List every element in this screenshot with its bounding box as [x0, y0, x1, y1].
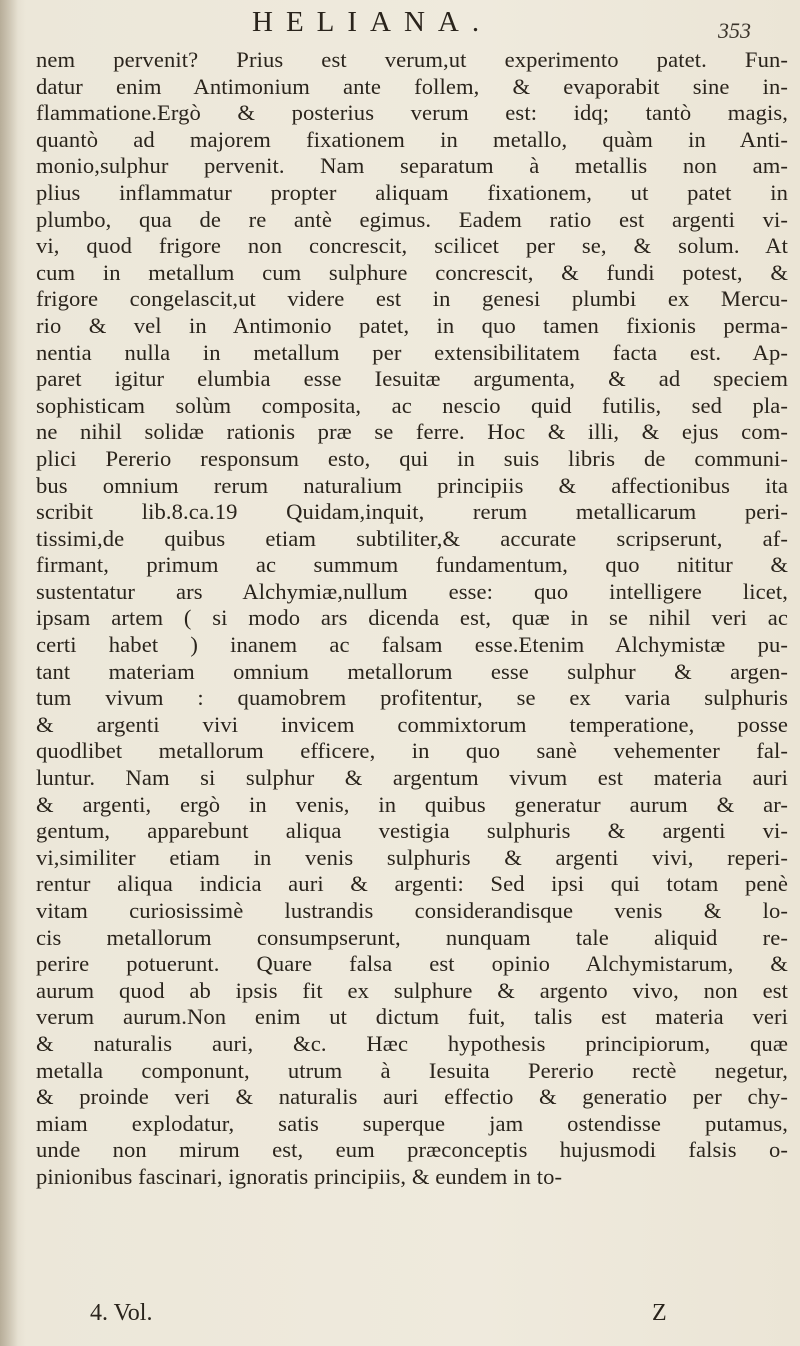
text-line: & argenti, ergò in venis, in quibus generatur aurum & ar- — [36, 791, 788, 817]
text-line: datur enim Antimonium ante follem, & evaporabit sine in- — [36, 73, 788, 99]
catchword: Z — [652, 1300, 667, 1326]
text-line: ipsam artem ( si modo ars dicenda est, quæ in se nihil veri ac — [36, 605, 788, 631]
text-line: perire potuerunt. Quare falsa est opinio Alchymistarum, & — [36, 951, 788, 977]
text-line: plici Pererio responsum esto, qui in suis libris de communi- — [36, 445, 788, 471]
text-line: scribit lib.8.ca.19 Quidam,inquit, rerum metallicarum peri- — [36, 499, 788, 525]
text-line: tissimi,de quibus etiam subtiliter,& accurate scripserunt, af- — [36, 525, 788, 551]
text-line: plius inflammatur propter aliquam fixationem, ut patet in — [36, 179, 788, 205]
text-line: aurum quod ab ipsis fit ex sulphure & argento vivo, non est — [36, 977, 788, 1003]
text-line: verum aurum.Non enim ut dictum fuit, talis est materia veri — [36, 1004, 788, 1030]
text-line: luntur. Nam si sulphur & argentum vivum est materia auri — [36, 765, 788, 791]
text-line: monio,sulphur pervenit. Nam separatum à metallis non am- — [36, 153, 788, 179]
text-line: & naturalis auri, &c. Hæc hypothesis principiorum, quæ — [36, 1030, 788, 1056]
text-line: vitam curiosissimè lustrandis considerandisque venis & lo- — [36, 898, 788, 923]
text-line: cum in metallum cum sulphure concrescit, & fundi potest, & — [36, 259, 788, 285]
text-line: cis metallorum consumpserunt, nunquam tale aliquid re- — [36, 924, 788, 950]
text-line: rio & vel in Antimonio patet, in quo tamen fixionis perma- — [36, 312, 788, 338]
running-title: HELIANA. — [252, 6, 493, 38]
text-line: tant materiam omnium metallorum esse sulphur & argen- — [36, 658, 788, 684]
text-line: paret igitur elumbia esse Iesuitæ argumenta, & ad speciem — [36, 366, 788, 392]
text-line: firmant, primum ac summum fundamentum, quo nititur & — [36, 552, 788, 578]
text-line: certi habet ) inanem ac falsam esse.Etenim Alchymistæ pu- — [36, 632, 788, 658]
page-header — [0, 4, 800, 44]
text-line: sophisticam solùm composita, ac nescio quid futilis, sed pla- — [36, 392, 788, 418]
page-footer — [0, 1300, 800, 1334]
page-number: 353 — [718, 18, 751, 43]
text-line: vi, quod frigore non concrescit, scilicet per se, & solum. At — [36, 233, 788, 259]
text-line: pinionibus fascinari, ignoratis principiis, & eundem in to- — [36, 1163, 563, 1189]
text-line: vi,similiter etiam in venis sulphuris & argenti vivi, reperi- — [36, 844, 788, 870]
body-text — [36, 47, 788, 1191]
text-line: gentum, apparebunt aliqua vestigia sulphuris & argenti vi- — [36, 818, 788, 844]
text-line: flammatione.Ergò & posterius verum est: idq; tantò magis, — [36, 100, 788, 126]
text-line: & proinde veri & naturalis auri effectio & generatio per chy- — [36, 1084, 788, 1110]
text-line: unde non mirum est, eum præconceptis hujusmodi falsis o- — [36, 1137, 788, 1163]
text-line: quantò ad majorem fixationem in metallo, quàm in Anti- — [36, 126, 788, 152]
text-line: nentia nulla in metallum per extensibilitatem facta est. Ap- — [36, 339, 788, 365]
text-line: quodlibet metallorum efficere, in quo sanè vehementer fal- — [36, 738, 788, 764]
text-line: metalla componunt, utrum à Iesuita Pererio rectè negetur, — [36, 1057, 788, 1083]
text-line: tum vivum : quamobrem profitentur, se ex varia sulphuris — [36, 685, 788, 711]
text-line: rentur aliqua indicia auri & argenti: Sed ipsi qui totam penè — [36, 871, 788, 897]
text-line: ne nihil solidæ rationis præ se ferre. Hoc & illi, & ejus com- — [36, 419, 788, 445]
text-line: bus omnium rerum naturalium principiis & affectionibus ita — [36, 472, 788, 498]
text-line: nem pervenit? Prius est verum,ut experimento patet. Fun- — [36, 47, 788, 72]
gutter-shadow — [0, 0, 18, 1346]
text-line: plumbo, qua de re antè egimus. Eadem ratio est argenti vi- — [36, 206, 788, 232]
text-line: & argenti vivi invicem commixtorum temperatione, posse — [36, 711, 788, 737]
text-line: miam explodatur, satis superque jam ostendisse putamus, — [36, 1110, 788, 1136]
text-line: sustentatur ars Alchymiæ,nullum esse: quo intelligere licet, — [36, 578, 788, 604]
signature-mark: 4. Vol. — [90, 1300, 153, 1326]
text-line: frigore congelascit,ut videre est in genesi plumbi ex Mercu- — [36, 286, 788, 312]
